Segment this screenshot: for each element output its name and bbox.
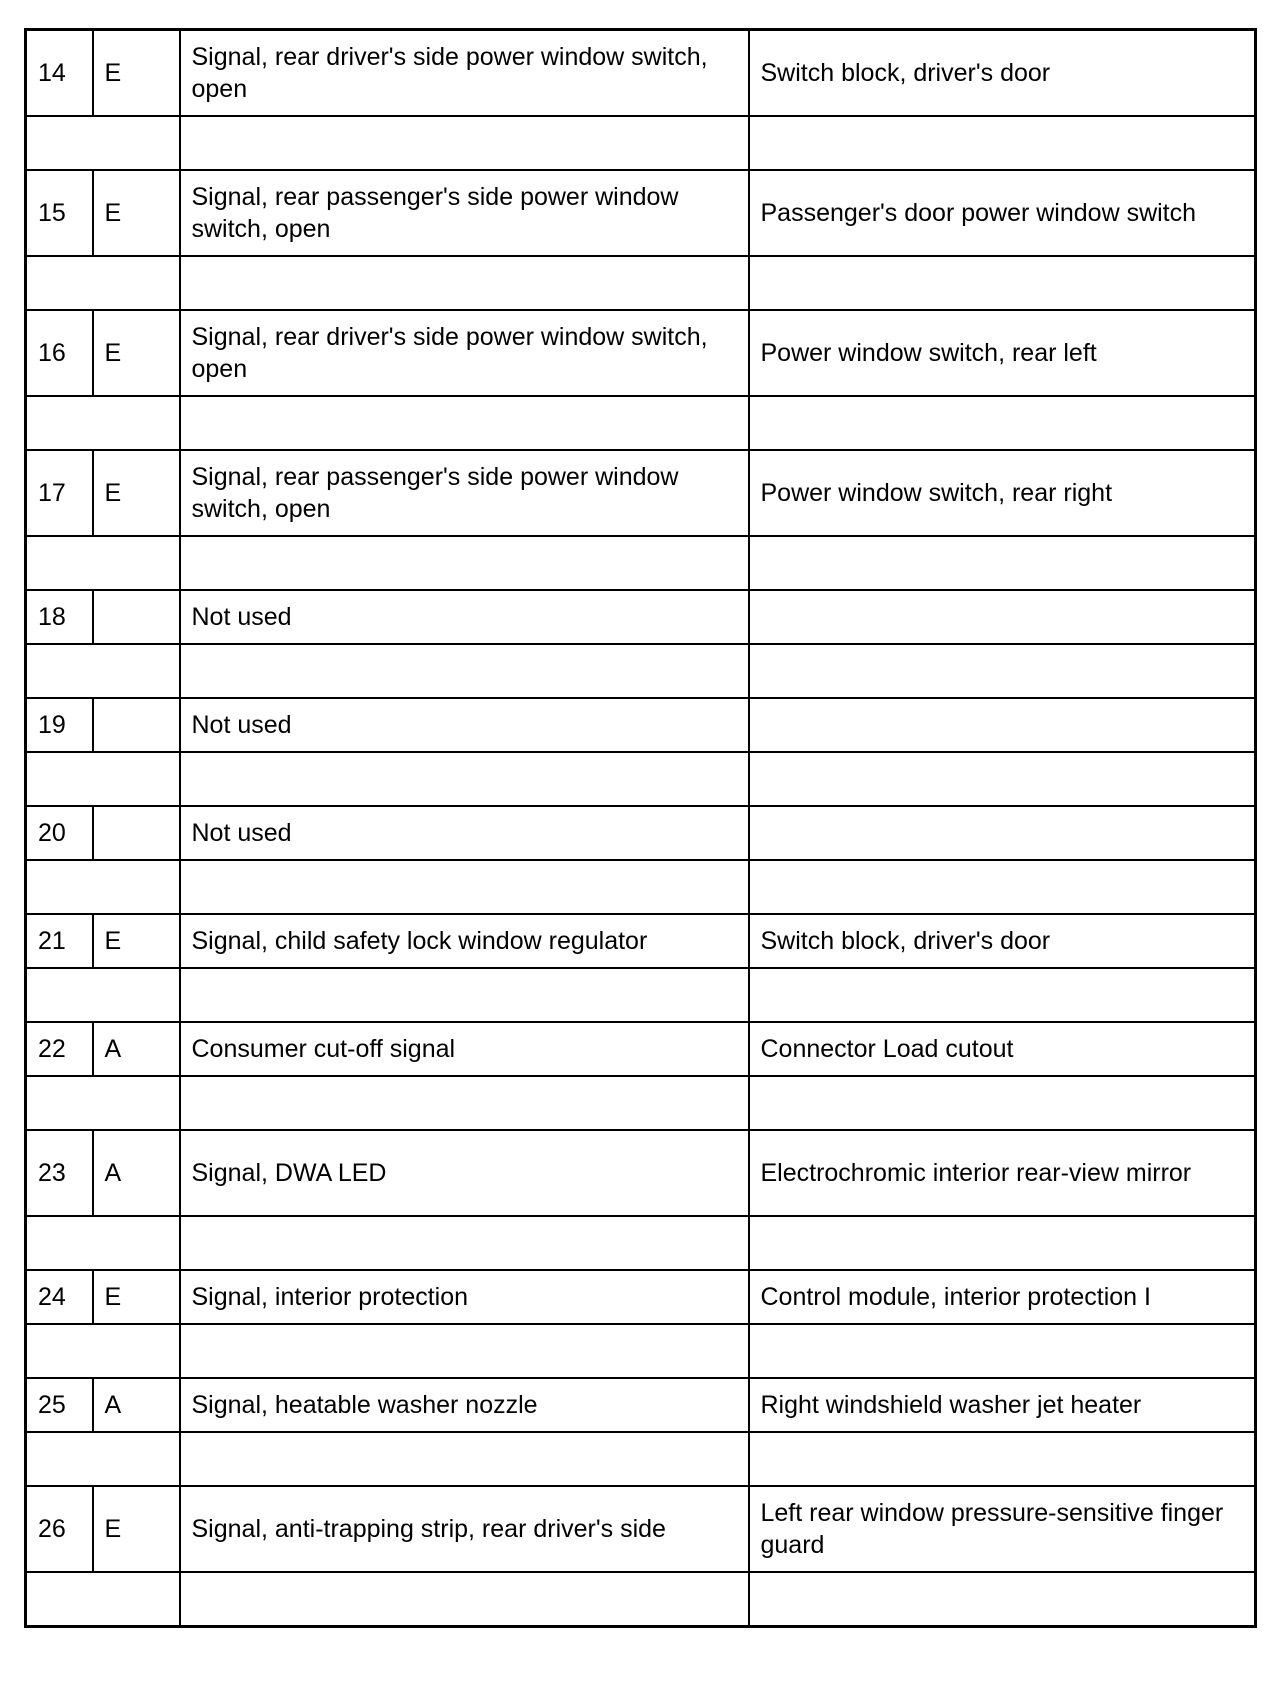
spacer-cell: [26, 536, 180, 590]
table-row: [26, 1130, 1256, 1216]
spacer-cell: [180, 1216, 749, 1270]
table-row: [26, 914, 1256, 968]
direction-cell: E: [93, 170, 180, 256]
pin-number-cell: 24: [26, 1270, 93, 1324]
spacer-cell: [26, 1076, 180, 1130]
table-row: [26, 1486, 1256, 1572]
spacer-row: [26, 752, 1256, 806]
spacer-row: [26, 1572, 1256, 1627]
component-cell: Electrochromic interior rear-view mirror: [749, 1130, 1256, 1216]
description-cell: Not used: [180, 806, 749, 860]
spacer-cell: [180, 1432, 749, 1486]
description-cell: Not used: [180, 590, 749, 644]
spacer-cell: [180, 536, 749, 590]
spacer-row: [26, 396, 1256, 450]
pin-number-cell: 22: [26, 1022, 93, 1076]
spacer-cell: [180, 644, 749, 698]
spacer-row: [26, 968, 1256, 1022]
component-cell: [749, 806, 1256, 860]
direction-cell: E: [93, 310, 180, 396]
direction-cell: [93, 590, 180, 644]
spacer-cell: [180, 116, 749, 170]
component-cell: Passenger's door power window switch: [749, 170, 1256, 256]
table-row: [26, 590, 1256, 644]
spacer-cell: [749, 644, 1256, 698]
pin-assignment-table: [24, 28, 1257, 1628]
spacer-row: [26, 256, 1256, 310]
spacer-cell: [26, 1432, 180, 1486]
description-cell: Signal, rear driver's side power window switch, open: [180, 30, 749, 117]
pin-number-cell: 23: [26, 1130, 93, 1216]
component-cell: Switch block, driver's door: [749, 30, 1256, 117]
spacer-cell: [26, 1216, 180, 1270]
spacer-cell: [26, 644, 180, 698]
spacer-cell: [180, 256, 749, 310]
spacer-row: [26, 1076, 1256, 1130]
component-cell: Control module, interior protection I: [749, 1270, 1256, 1324]
direction-cell: E: [93, 1270, 180, 1324]
spacer-cell: [26, 396, 180, 450]
pin-number-cell: 14: [26, 30, 93, 117]
table-row: [26, 806, 1256, 860]
spacer-cell: [749, 1076, 1256, 1130]
spacer-row: [26, 644, 1256, 698]
spacer-cell: [180, 968, 749, 1022]
spacer-cell: [749, 1572, 1256, 1627]
spacer-cell: [26, 752, 180, 806]
spacer-cell: [749, 1432, 1256, 1486]
description-cell: Consumer cut-off signal: [180, 1022, 749, 1076]
spacer-cell: [749, 1216, 1256, 1270]
spacer-row: [26, 1216, 1256, 1270]
component-cell: Right windshield washer jet heater: [749, 1378, 1256, 1432]
spacer-cell: [180, 860, 749, 914]
table-row: [26, 30, 1256, 117]
description-cell: Signal, DWA LED: [180, 1130, 749, 1216]
spacer-cell: [749, 860, 1256, 914]
direction-cell: A: [93, 1022, 180, 1076]
pin-number-cell: 18: [26, 590, 93, 644]
description-cell: Signal, rear passenger's side power window switch, open: [180, 450, 749, 536]
description-cell: Signal, interior protection: [180, 1270, 749, 1324]
component-cell: Power window switch, rear right: [749, 450, 1256, 536]
spacer-cell: [26, 968, 180, 1022]
pin-number-cell: 21: [26, 914, 93, 968]
table-row: [26, 698, 1256, 752]
pin-number-cell: 17: [26, 450, 93, 536]
spacer-cell: [180, 752, 749, 806]
table-row: [26, 170, 1256, 256]
description-cell: Signal, anti-trapping strip, rear driver's side: [180, 1486, 749, 1572]
direction-cell: E: [93, 1486, 180, 1572]
table-row: [26, 1270, 1256, 1324]
description-cell: Not used: [180, 698, 749, 752]
spacer-cell: [180, 1572, 749, 1627]
spacer-cell: [26, 1572, 180, 1627]
component-cell: [749, 590, 1256, 644]
spacer-cell: [26, 1324, 180, 1378]
spacer-cell: [749, 116, 1256, 170]
table-row: [26, 310, 1256, 396]
spacer-cell: [26, 116, 180, 170]
direction-cell: E: [93, 30, 180, 117]
spacer-row: [26, 536, 1256, 590]
direction-cell: A: [93, 1130, 180, 1216]
component-cell: Power window switch, rear left: [749, 310, 1256, 396]
spacer-cell: [180, 396, 749, 450]
spacer-cell: [26, 256, 180, 310]
direction-cell: [93, 698, 180, 752]
spacer-cell: [749, 968, 1256, 1022]
pin-number-cell: 15: [26, 170, 93, 256]
direction-cell: E: [93, 450, 180, 536]
pin-number-cell: 26: [26, 1486, 93, 1572]
description-cell: Signal, child safety lock window regulator: [180, 914, 749, 968]
spacer-cell: [749, 752, 1256, 806]
pin-number-cell: 20: [26, 806, 93, 860]
spacer-cell: [749, 536, 1256, 590]
table-row: [26, 1022, 1256, 1076]
direction-cell: [93, 806, 180, 860]
pin-number-cell: 19: [26, 698, 93, 752]
spacer-row: [26, 860, 1256, 914]
description-cell: Signal, heatable washer nozzle: [180, 1378, 749, 1432]
description-cell: Signal, rear passenger's side power window switch, open: [180, 170, 749, 256]
direction-cell: E: [93, 914, 180, 968]
spacer-row: [26, 1324, 1256, 1378]
description-cell: Signal, rear driver's side power window switch, open: [180, 310, 749, 396]
component-cell: Connector Load cutout: [749, 1022, 1256, 1076]
spacer-row: [26, 1432, 1256, 1486]
spacer-row: [26, 116, 1256, 170]
component-cell: Left rear window pressure-sensitive finger guard: [749, 1486, 1256, 1572]
spacer-cell: [180, 1076, 749, 1130]
table-row: [26, 1378, 1256, 1432]
spacer-cell: [26, 860, 180, 914]
table-row: [26, 450, 1256, 536]
component-cell: Switch block, driver's door: [749, 914, 1256, 968]
spacer-cell: [180, 1324, 749, 1378]
spacer-cell: [749, 396, 1256, 450]
spacer-cell: [749, 1324, 1256, 1378]
spacer-cell: [749, 256, 1256, 310]
direction-cell: A: [93, 1378, 180, 1432]
pin-number-cell: 16: [26, 310, 93, 396]
component-cell: [749, 698, 1256, 752]
pin-number-cell: 25: [26, 1378, 93, 1432]
